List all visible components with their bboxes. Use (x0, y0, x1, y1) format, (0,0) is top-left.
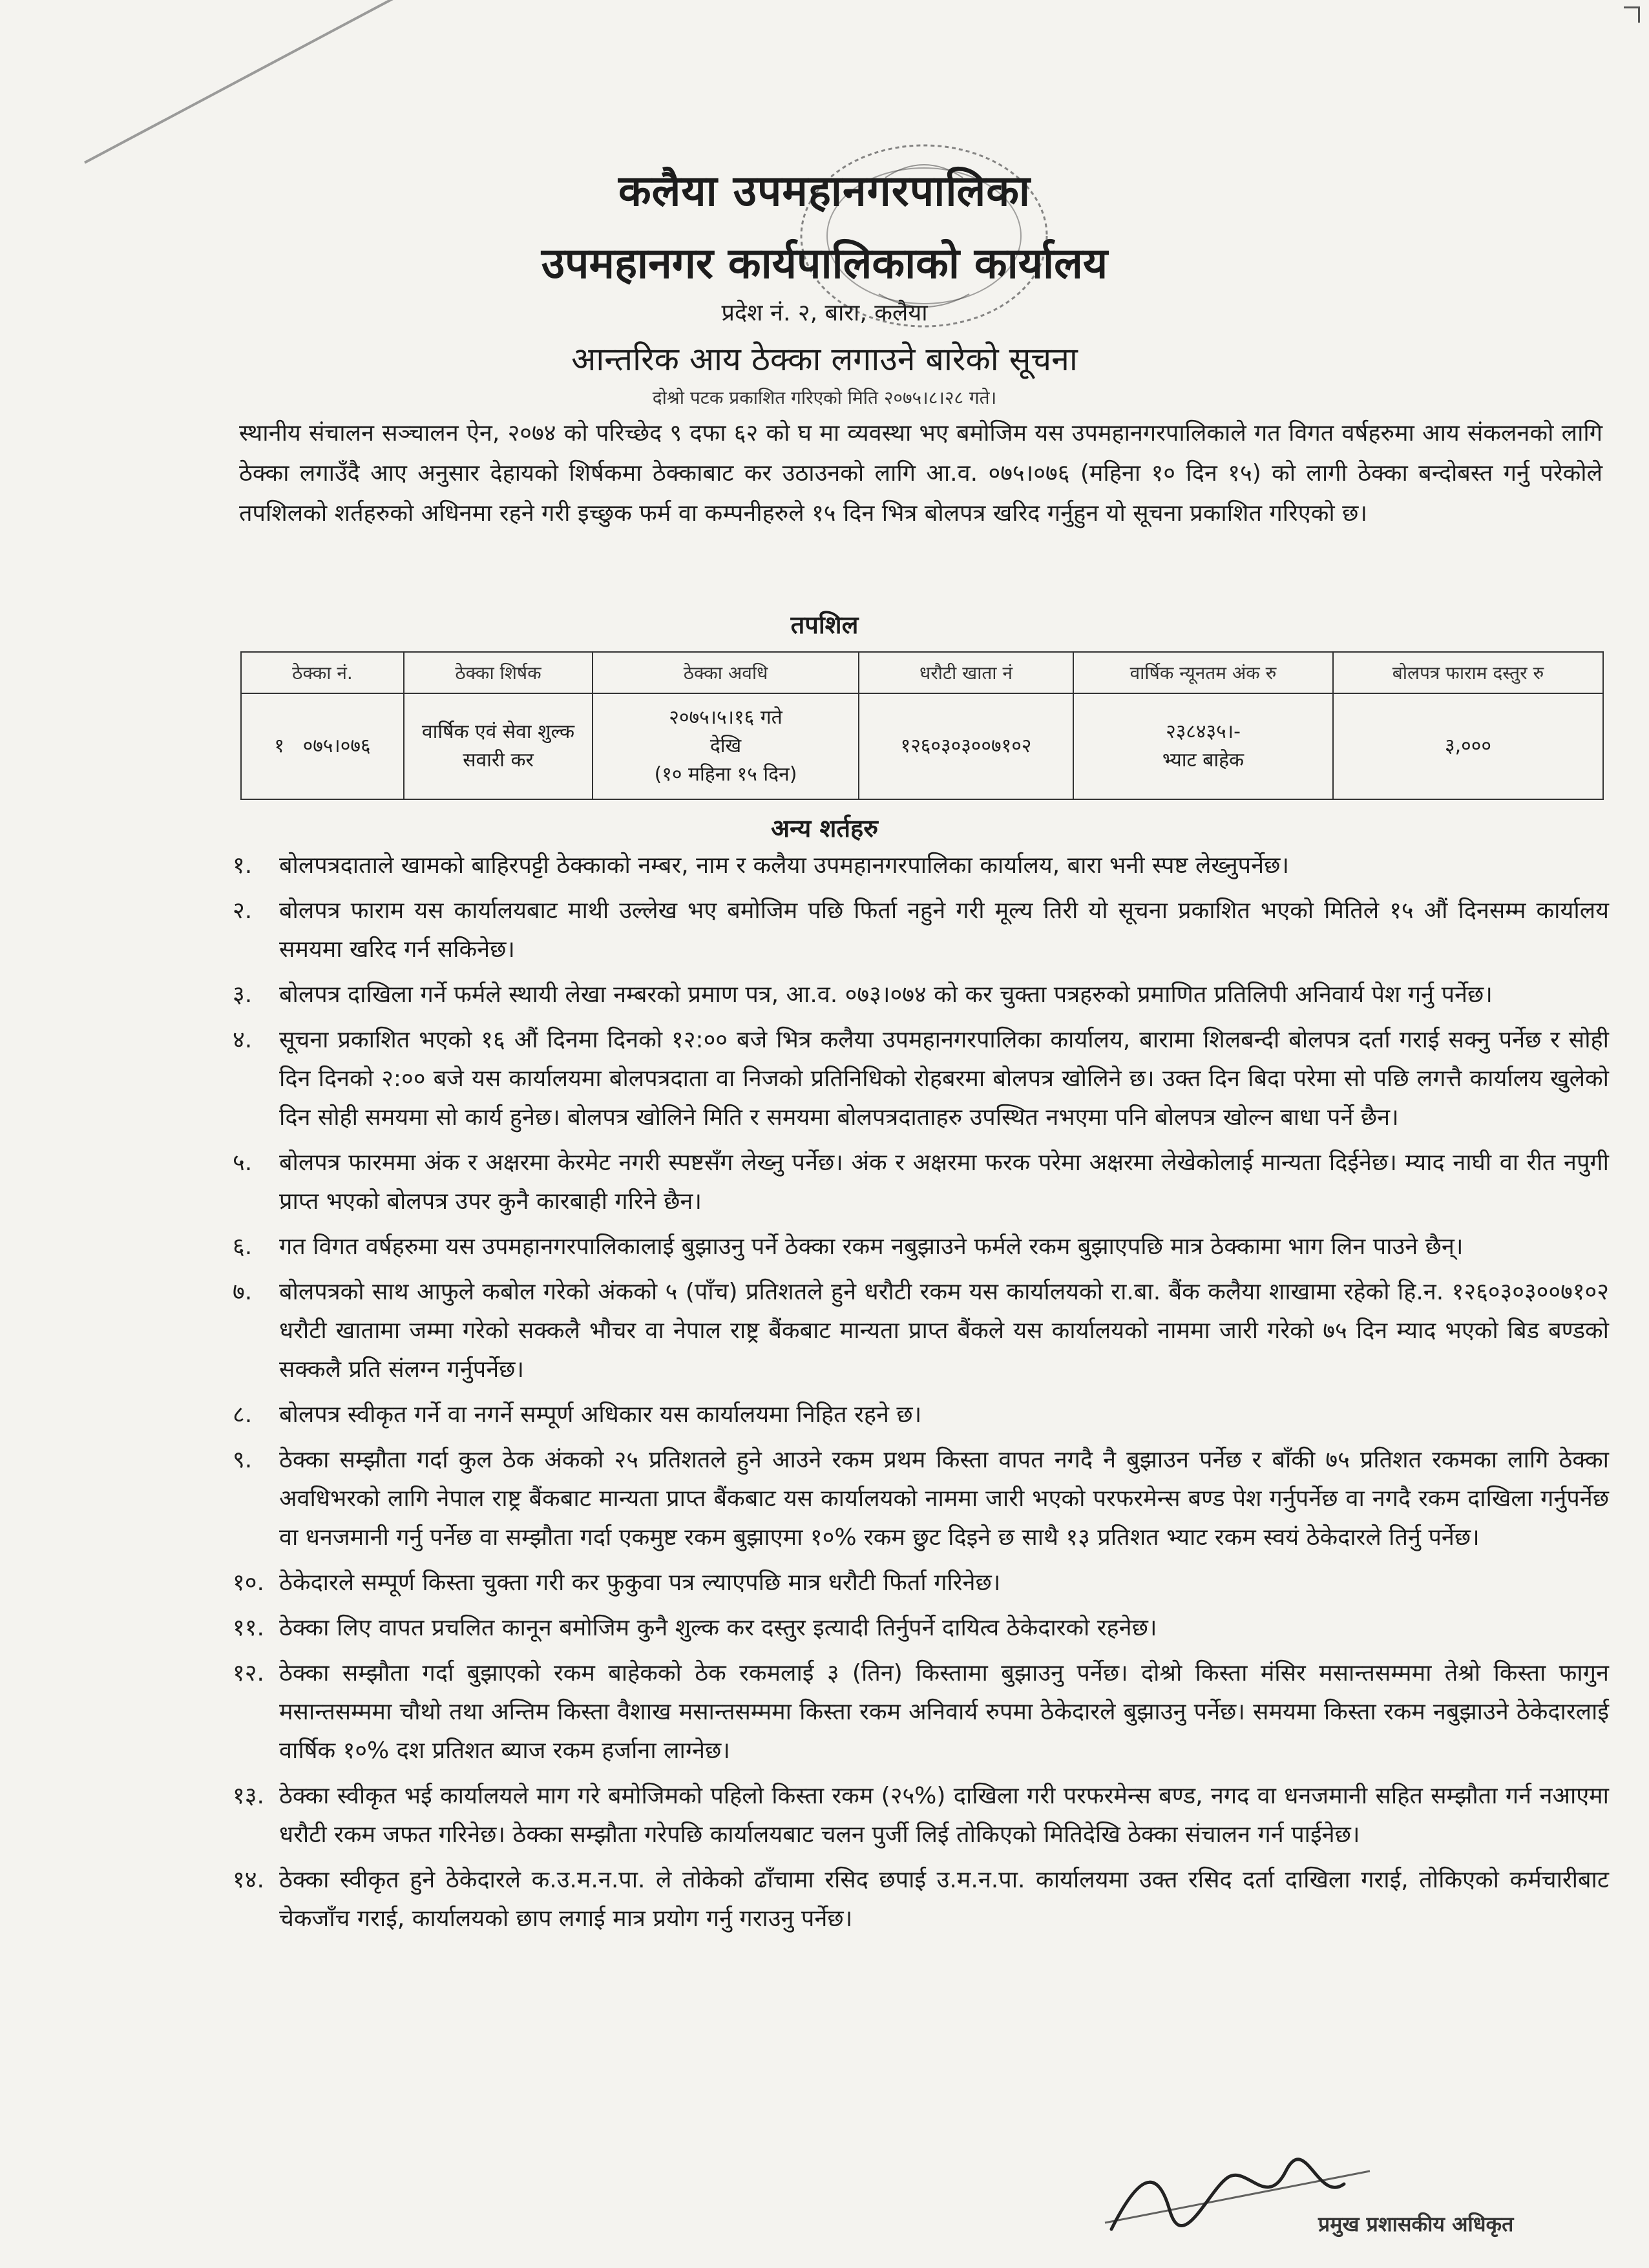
term-text: गत विगत वर्षहरुमा यस उपमहानगरपालिकालाई बुझाउनु पर्ने ठेक्का रकम नबुझाउने फर्मले रकम बुझाएपछि मात्र ठेक्कामा भाग लिन पाउने छैन्। (279, 1234, 1464, 1260)
row-serial: १ (274, 735, 284, 757)
col-header-contract-no: ठेक्का नं. (241, 652, 404, 693)
term-number: १४. (233, 1867, 264, 1893)
office-address: प्रदेश नं. २, बारा, कलैया (721, 300, 928, 326)
office-name: उपमहानगर कार्यपालिकाको कार्यालय (541, 238, 1108, 288)
cell-min-amount (1073, 693, 1333, 799)
term-text: बोलपत्र स्वीकृत गर्ने वा नगर्ने सम्पूर्ण अधिकार यस कार्यालयमा निहित रहने छ। (279, 1402, 922, 1428)
term-text: बोलपत्र दाखिला गर्ने फर्मले स्थायी लेखा नम्बरको प्रमाण पत्र, आ.व. ०७३।०७४ को कर चुक्ता पत्रहरुको प्रमाणित प्रतिलिपी अनिवार्य पेश गर्नु पर्नेछ। (279, 982, 1493, 1008)
term-text: ठेक्का सम्झौता गर्दा कुल ठेक अंकको २५ प्रतिशतले हुने आउने रकम प्रथम किस्ता वापत नगदै नै बुझाउन पर्नेछ र बाँकी ७५ प्रतिशत रकमका लागि ठेक्का अवधिभरको लागि नेपाल राष्ट्र बैंकबाट मान्यता प्राप्त बैंकबाट यस कार्यालयको नाममा जारी भएको परफरमेन्स बण्ड पेश गर्नुपर्नेछ वा नगदै रकम दाखिला गर्नुपर्नेछ वा धनजमानी गर्नु पर्नेछ वा सम्झौता गर्दा एकमुष्ट रकम बुझाएमा १०% रकम छुट दिइने छ साथै १३ प्रतिशत भ्याट रकम स्वयं ठेकेदारले तिर्नु पर्नेछ। (279, 1447, 1609, 1551)
list-item (233, 1273, 1609, 1389)
list-item (233, 1228, 1609, 1266)
term-number: १०. (233, 1570, 264, 1596)
term-text: बोलपत्र फाराम यस कार्यालयबाट माथी उल्लेख भए बमोजिम पछि फिर्ता नहुने गरी मूल्य तिरी यो सूचना प्रकाशित भएको मितिले १५ औं दिनसम्म कार्यालय समयमा खरिद गर्न सकिनेछ। (279, 898, 1609, 963)
list-item (233, 1861, 1609, 1938)
list-item (233, 976, 1609, 1014)
list-item (233, 1654, 1609, 1770)
term-text: बोलपत्र फारममा अंक र अक्षरमा केरमेट नगरी स्पष्टसँग लेख्नु पर्नेछ। अंक र अक्षरमा फरक परेमा अक्षरमा लेखेकोलाई मान्यता दिईनेछ। म्याद नाघी वा रीत नपुगी प्राप्त भएको बोलपत्र उपर कुनै कारबाही गरिने छैन। (279, 1150, 1609, 1215)
min-amount-note: भ्याट बाहेक (1162, 749, 1245, 772)
term-number: ८. (233, 1402, 253, 1428)
list-item (233, 1564, 1609, 1602)
term-text: ठेक्का लिए वापत प्रचलित कानून बमोजिम कुनै शुल्क कर दस्तुर इत्यादी तिर्नुपर्ने दायित्व ठेकेदारको रहनेछ। (279, 1615, 1157, 1641)
term-text: ठेक्का स्वीकृत भई कार्यालयले माग गरे बमोजिमको पहिलो किस्ता रकम (२५%) दाखिला गरी परफरमेन्स बण्ड, नगद वा धनजमानी सहित सम्झौता गर्न नआएमा धरौटी रकम जफत गरिनेछ। ठेक्का सम्झौता गरेपछि कार्यालयबाट चलन पुर्जी लिई तोकिएको मितिदेखि ठेक्का संचालन गर्न पाईनेछ। (279, 1783, 1609, 1848)
notice-title: आन्तरिक आय ठेक्का लगाउने बारेको सूचना (571, 341, 1078, 378)
publication-note: दोश्रो पटक प्रकाशित गरिएको मिति २०७५।८।२८ गते। (652, 387, 997, 408)
municipality-name: कलैया उपमहानगरपालिका (618, 166, 1031, 216)
contract-number: ०७५।०७६ (302, 735, 371, 757)
cell-deposit-account: १२६०३०३००७१०२ (859, 693, 1073, 799)
term-text: सूचना प्रकाशित भएको १६ औं दिनमा दिनको १२:०० बजे भित्र कलैया उपमहानगरपालिका कार्यालय, बारामा शिलबन्दी बोलपत्र दर्ता गराई सक्नु पर्नेछ र सोही दिन दिनको २:०० बजे यस कार्यालयमा बोलपत्रदाता वा निजको प्रतिनिधिको रोहबरमा बोलपत्र खोलिने छ। उक्त दिन बिदा परेमा सो पछि लगत्तै कार्यालय खुलेको दिन सोही समयमा सो कार्य हुनेछ। बोलपत्र खोलिने मिति र समयमा बोलपत्रदाताहरु उपस्थित नभएमा पनि बोलपत्र खोल्न बाधा पर्ने छैन। (279, 1027, 1609, 1131)
min-amount-value: २३८४३५।- (1166, 720, 1241, 743)
scan-artifact-line (84, 0, 404, 164)
term-number: ६. (233, 1234, 253, 1260)
terms-list (233, 846, 1609, 1945)
list-item (233, 1609, 1609, 1648)
term-text: ठेक्का सम्झौता गर्दा बुझाएको रकम बाहेकको ठेक रकमलाई ३ (तिन) किस्तामा बुझाउनु पर्नेछ। दोश्रो किस्ता मंसिर मसान्तसम्ममा तेश्रो किस्ता फागुन मसान्तसम्ममा चौथो तथा अन्तिम किस्ता वैशाख मसान्तसम्ममा किस्ता रकम अनिवार्य रुपमा ठेकेदारले बुझाउनु पर्नेछ। समयमा किस्ता रकम नबुझाउने ठेकेदारलाई वार्षिक १०% दश प्रतिशत ब्याज रकम हर्जाना लाग्नेछ। (279, 1660, 1609, 1764)
contract-table (240, 651, 1604, 800)
terms-heading: अन्य शर्तहरु (771, 814, 878, 843)
cell-title: वार्षिक एवं सेवा शुल्क सवारी कर (404, 693, 593, 799)
term-text: ठेकेदारले सम्पूर्ण किस्ता चुक्ता गरी कर फुकुवा पत्र ल्याएपछि मात्र धरौटी फिर्ता गरिनेछ। (279, 1570, 1001, 1596)
term-text: ठेक्का स्वीकृत हुने ठेकेदारले क.उ.म.न.पा. ले तोकेको ढाँचामा रसिद छपाई उ.म.न.पा. कार्यालयमा उक्त रसिद दर्ता दाखिला गराई, तोकिएको कर्मचारीबाट चेकजाँच गराई, कार्यालयको छाप लगाई मात्र प्रयोग गर्नु गराउनु पर्नेछ। (279, 1867, 1609, 1932)
corner-mark (1624, 6, 1640, 23)
col-header-deposit-account: धरौटी खाता नं (859, 652, 1073, 693)
list-item (233, 846, 1609, 885)
term-number: ७. (233, 1279, 253, 1305)
cell-duration (593, 693, 859, 799)
term-number: १. (233, 852, 253, 879)
col-header-duration: ठेक्का अवधि (593, 652, 859, 693)
col-header-min-amount: वार्षिक न्यूनतम अंक रु (1073, 652, 1333, 693)
cell-contract-no (241, 693, 404, 799)
table-row (241, 693, 1603, 799)
term-number: ९. (233, 1447, 253, 1473)
duration-start: २०७५।५।१६ गते (669, 706, 782, 729)
term-text: बोलपत्रदाताले खामको बाहिरपट्टी ठेक्काको नम्बर, नाम र कलैया उपमहानगरपालिका कार्यालय, बारा भनी स्पष्ट लेख्नुपर्नेछ। (279, 852, 1289, 879)
term-number: ११. (233, 1615, 264, 1641)
intro-paragraph: स्थानीय संचालन सञ्चालन ऐन, २०७४ को परिच्छेद ९ दफा ६२ को घ मा व्यवस्था भए बमोजिम यस उपमहानगरपालिकाले गत विगत वर्षहरुमा आय संकलनको लागि ठेक्का लगाउँदै आए अनुसार देहायको शिर्षकमा ठेक्काबाट कर उठाउनको लागि आ.व. ०७५।०७६ (महिना १० दिन १५) को लागी ठेक्का बन्दोबस्त गर्नु परेकोले तपशिलको शर्तहरुको अधिनमा रहने गरी इच्छुक फर्म वा कम्पनीहरुले १५ दिन भित्र बोलपत्र खरिद गर्नुहुन यो सूचना प्रकाशित गरिएको छ। (239, 420, 1602, 527)
table-caption: तपशिल (790, 611, 859, 639)
table-header-row (241, 652, 1603, 693)
signatory-title: प्रमुख प्रशासकीय अधिकृत (1318, 2212, 1514, 2236)
term-number: ५. (233, 1150, 253, 1176)
term-number: २. (233, 898, 253, 924)
list-item (233, 1777, 1609, 1854)
list-item (233, 1144, 1609, 1221)
col-header-title: ठेक्का शिर्षक (404, 652, 593, 693)
duration-length: (१० महिना १५ दिन) (654, 763, 797, 786)
col-header-form-fee: बोलपत्र फाराम दस्तुर रु (1333, 652, 1603, 693)
term-number: १२. (233, 1660, 264, 1686)
list-item (233, 892, 1609, 969)
duration-from: देखि (709, 735, 742, 757)
term-number: १३. (233, 1783, 264, 1809)
list-item (233, 1396, 1609, 1434)
list-item (233, 1441, 1609, 1557)
cell-form-fee: ३,००० (1333, 693, 1603, 799)
term-number: ४. (233, 1027, 253, 1053)
term-text: बोलपत्रको साथ आफुले कबोल गरेको अंकको ५ (पाँच) प्रतिशतले हुने धरौटी रकम यस कार्यालयको रा.बा. बैंक कलैया शाखामा रहेको हि.न. १२६०३०३००७१०२ धरौटी खातामा जम्मा गरेको सक्कलै भौचर वा नेपाल राष्ट्र बैंकबाट मान्यता प्राप्त बैंकले यस कार्यालयको नाममा जारी गरेको ७५ दिन म्याद भएको बिड बण्डको सक्कलै प्रति संलग्न गर्नुपर्नेछ। (279, 1279, 1609, 1383)
list-item (233, 1021, 1609, 1137)
term-number: ३. (233, 982, 253, 1008)
